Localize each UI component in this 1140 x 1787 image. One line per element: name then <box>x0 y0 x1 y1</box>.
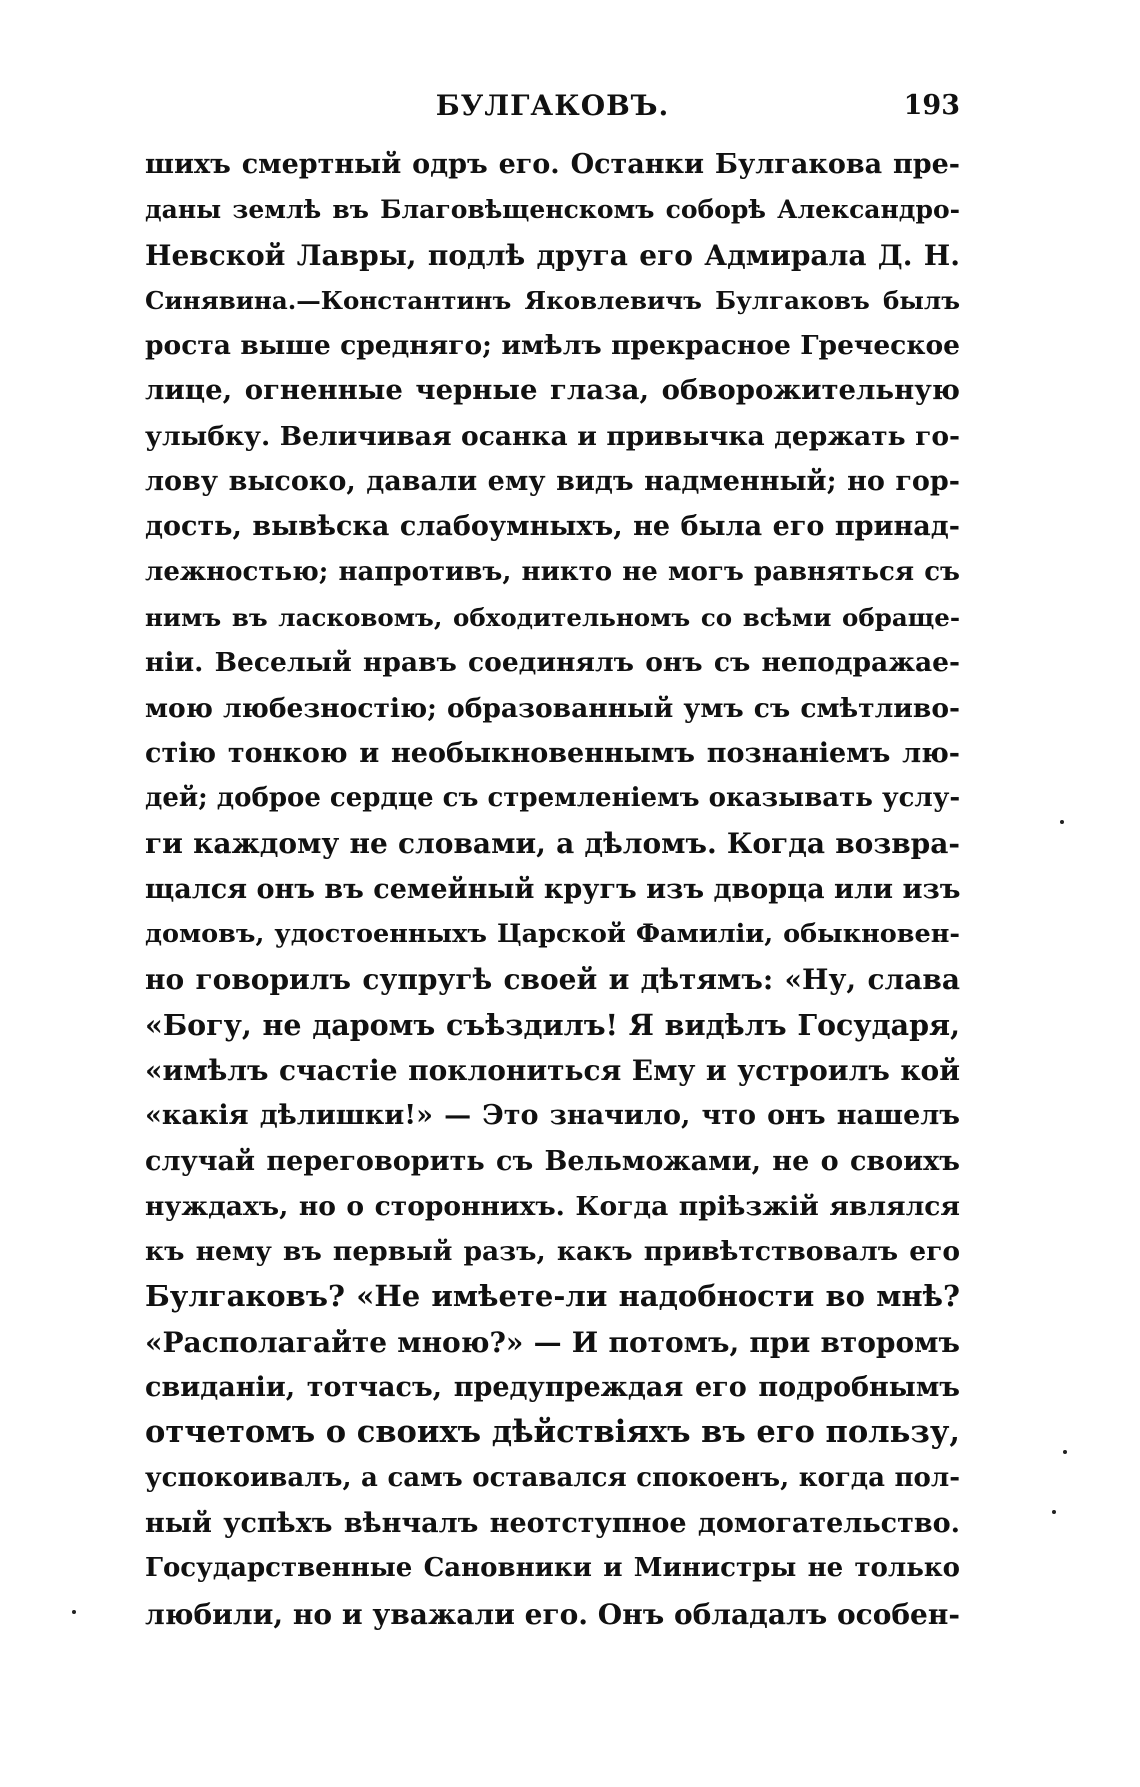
text-line: свиданіи, тотчасъ, предупреждая его подробнымъ <box>145 1372 960 1404</box>
text-line: нуждахъ, но о стороннихъ. Когда пріѣзжій являлся <box>145 1190 960 1222</box>
text-line: «какія дѣлишки!» — Это значило, что онъ нашелъ <box>145 1100 960 1132</box>
text-line: лице, огненные черные глаза, обворожительную <box>145 374 960 407</box>
text-line: шихъ смертный одръ его. Останки Булгакова пре- <box>145 149 960 180</box>
text-line: дей; доброе сердце съ стремленіемъ оказывать услу- <box>145 783 961 814</box>
text-line: «Располагайте мною?» — И потомъ, при второмъ <box>145 1325 960 1359</box>
body-text <box>145 142 960 1637</box>
text-line: успокоивалъ, а самъ оставался спокоенъ, когда пол- <box>145 1462 960 1493</box>
text-line: Государственные Сановники и Министры не только <box>145 1553 960 1584</box>
running-head <box>145 86 960 126</box>
text-line: но говорилъ супругѣ своей и дѣтямъ: «Ну, слава <box>145 963 960 997</box>
text-line: мою любезностію; образованный умъ съ смѣтливо- <box>145 692 960 724</box>
text-line: «имѣлъ счастіе поклониться Ему и устроилъ кой <box>145 1053 960 1087</box>
print-speck <box>72 1610 76 1614</box>
text-line: улыбку. Величивая осанка и привычка держать го- <box>145 420 960 452</box>
text-line: стію тонкою и необыкновеннымъ познаніемъ лю- <box>145 737 960 769</box>
print-speck <box>1052 1510 1056 1514</box>
page-number: 193 <box>903 90 960 121</box>
text-line: къ нему въ первый разъ, какъ привѣтствовалъ его <box>145 1236 960 1268</box>
text-line: ный успѣхъ вѣнчалъ неотступное домогательство. <box>145 1507 960 1539</box>
text-line: любили, но и уважали его. Онъ обладалъ особен- <box>145 1597 960 1631</box>
print-speck <box>1060 820 1064 824</box>
text-line: Синявина.—Константинъ Яковлевичъ Булгаковъ былъ <box>145 285 960 315</box>
text-line: лежностью; напротивъ, никто не могъ равняться съ <box>145 556 960 587</box>
text-line: случай переговорить съ Вельможами, не о своихъ <box>145 1145 960 1177</box>
text-line: нимъ въ ласковомъ, обходительномъ со всѣми обраще- <box>145 602 960 632</box>
text-line: Булгаковъ? «Не имѣете-ли надобности во мнѣ? <box>145 1279 960 1314</box>
print-speck <box>1063 1450 1067 1454</box>
text-line: щался онъ въ семейный кругъ изъ дворца или изъ <box>145 873 961 905</box>
text-line: дость, вывѣска слабоумныхъ, не была его принад- <box>145 511 960 543</box>
running-title: БУЛГАКОВЪ. <box>435 89 670 122</box>
text-line: даны землѣ въ Благовѣщенскомъ соборѣ Александро- <box>145 195 960 225</box>
text-line: «Богу, не даромъ съѣздилъ! Я видѣлъ Государя, <box>145 1007 960 1042</box>
text-line: ги каждому не словами, а дѣломъ. Когда возвра- <box>145 827 960 861</box>
text-line: лову высоко, давали ему видъ надменный; но гор- <box>145 466 960 498</box>
text-line: отчетомъ о своихъ дѣйствіяхъ въ его пользу, <box>145 1414 960 1451</box>
text-line: роста выше средняго; имѣлъ прекрасное Греческое <box>145 330 960 362</box>
text-line: домовъ, удостоенныхъ Царской Фамиліи, обыкновен- <box>145 919 960 950</box>
text-line: Невской Лавры, подлѣ друга его Адмирала Д. Н. <box>145 238 960 272</box>
text-line: ніи. Веселый нравъ соединялъ онъ съ неподражае- <box>145 647 960 679</box>
